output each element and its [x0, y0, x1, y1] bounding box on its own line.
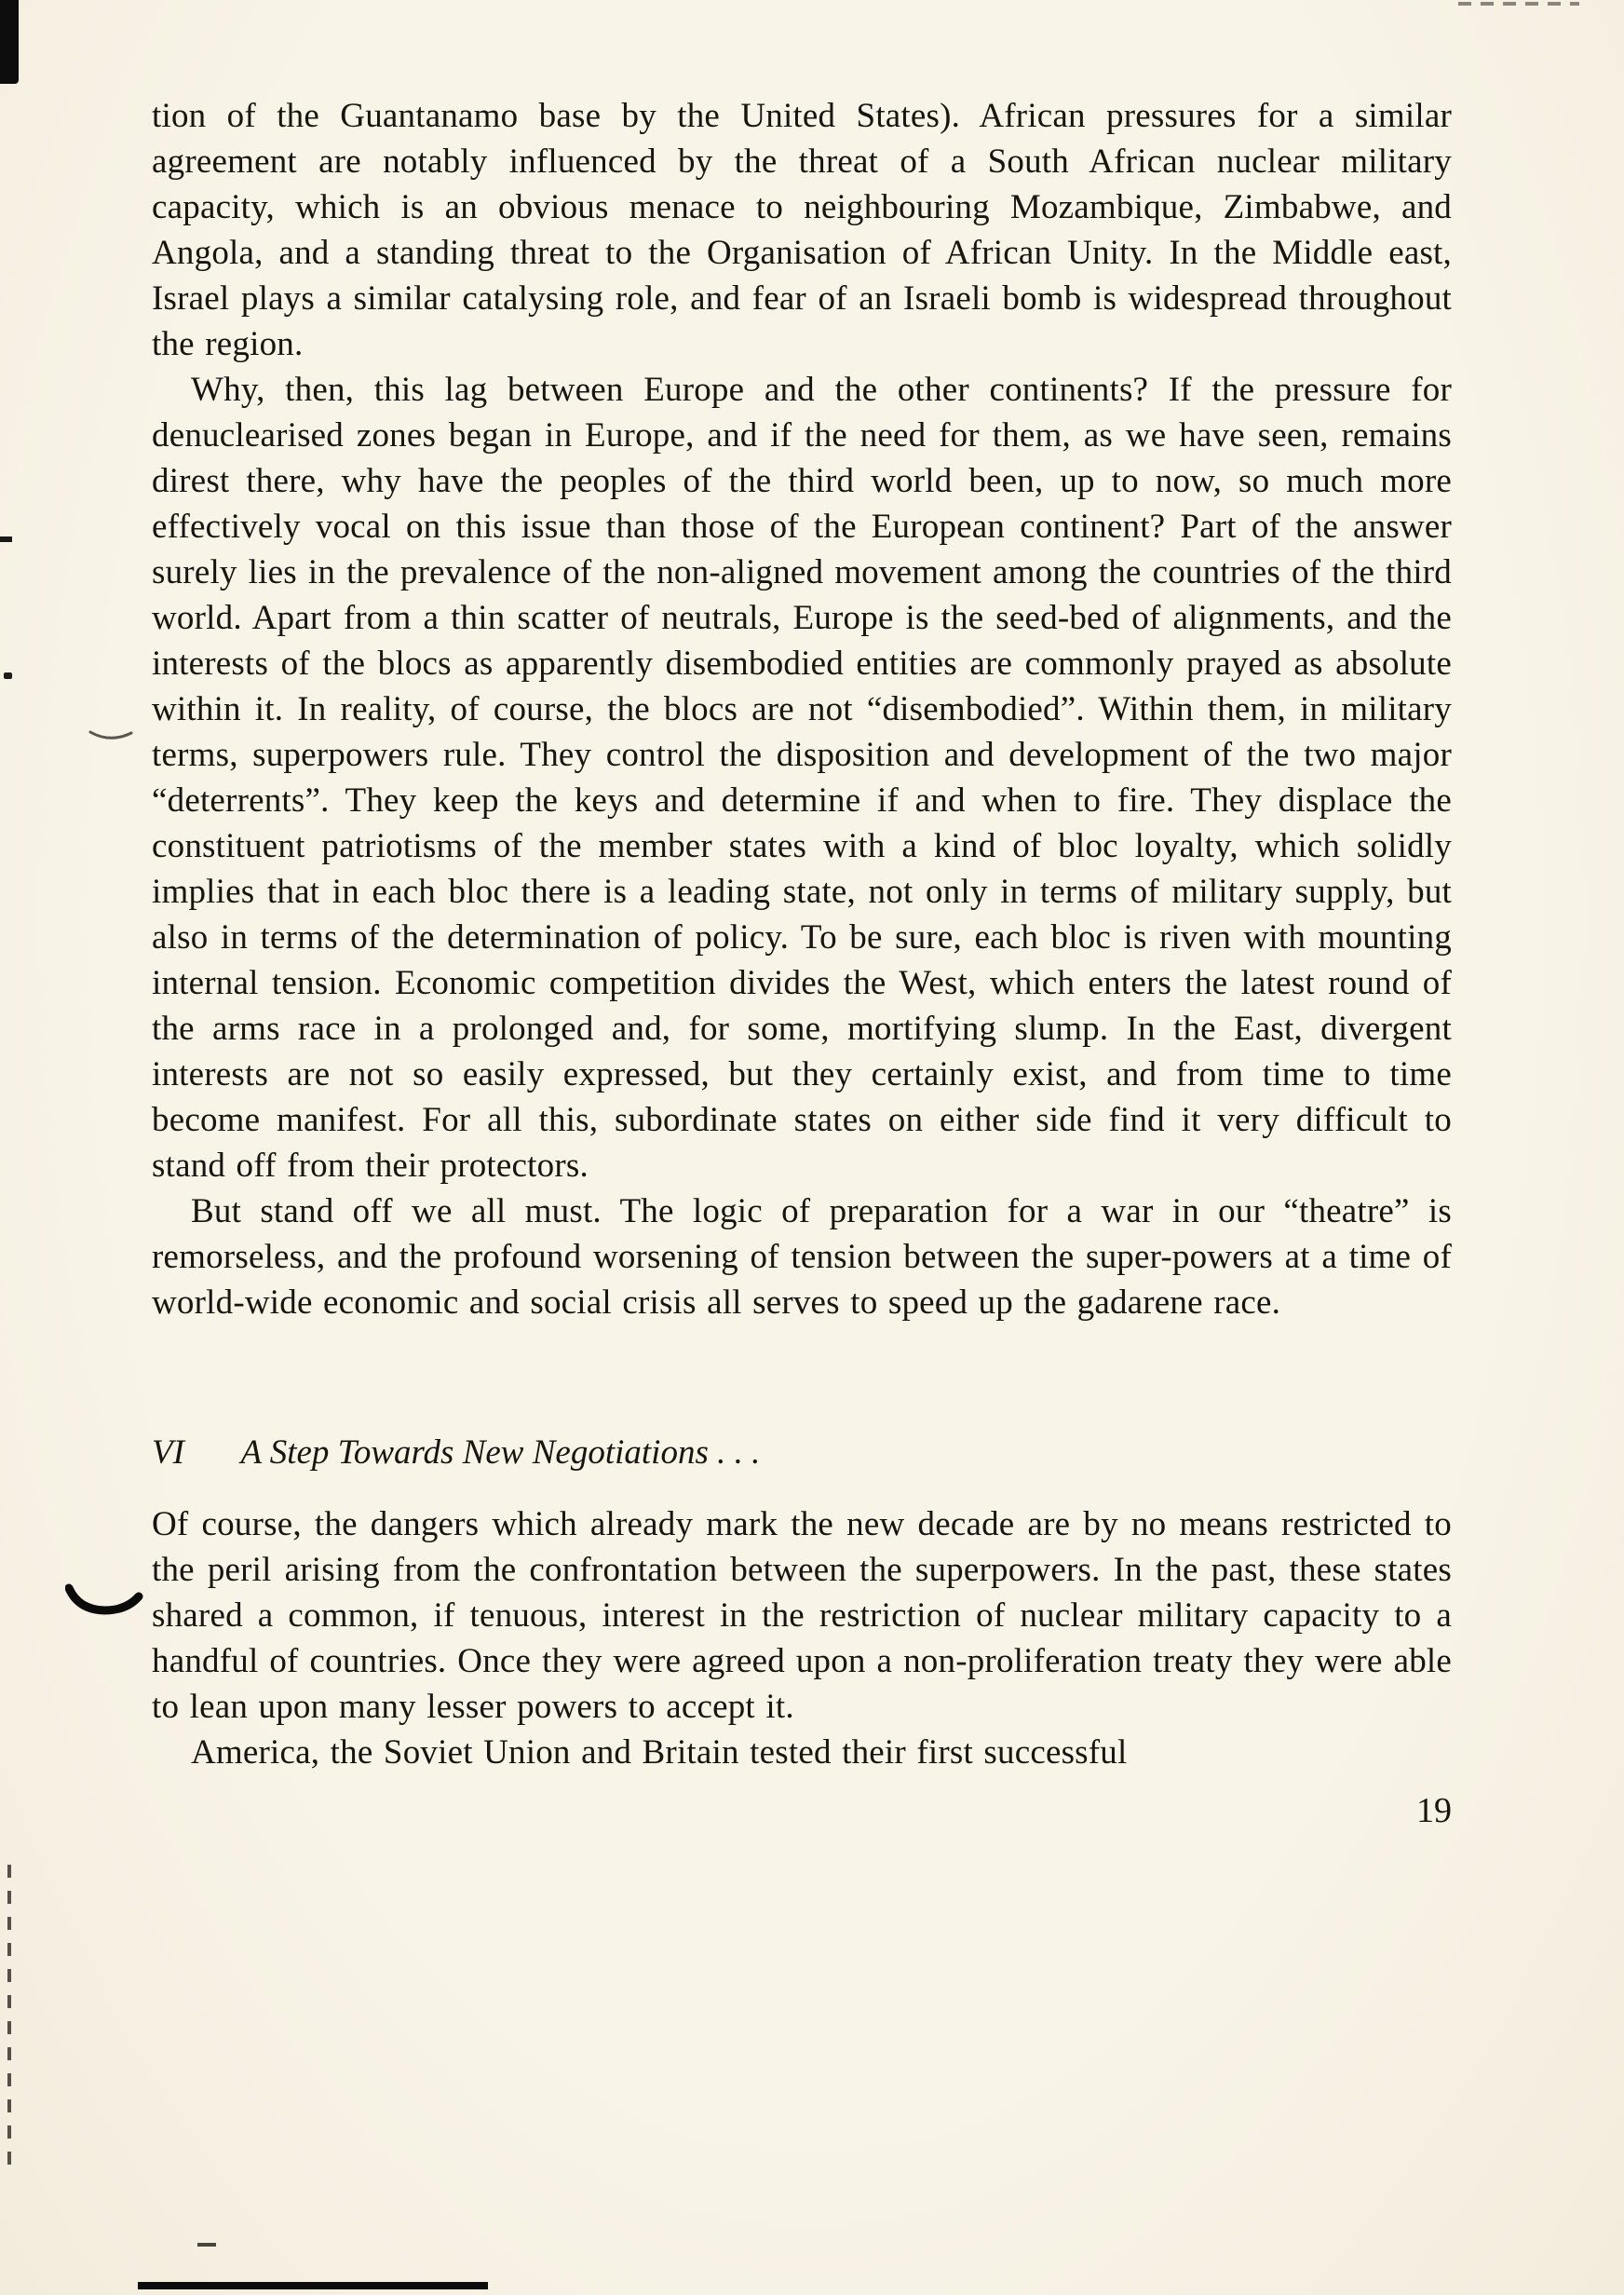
paragraph-2: Why, then, this lag between Europe and the other continents? If the pressure for denuclearised zones began in Europe, and if the need for them, as we have seen, remains direst there, why have the peoples of the third world been, up to now, so much more effectively vocal on this issue than those of the European continent? Part of the answer surely lies in the prevalence of the non-aligned movement among the countries of the third world. Apart from a thin scatter of neutrals, Europe is the seed-bed of alignments, and the interests of the blocs as apparently disembodied entities are commonly prayed as absolute within it. In reality, of course, the blocs are not “disembodied”. Within them, in military terms, superpowers rule. They control the disposition and development of the two major “deterrents”. They keep the keys and determine if and when to fire. They displace the constituent patriotisms of the member states with a kind of bloc loyalty, which solidly implies that in each bloc there is a leading state, not only in terms of military supply, but also in terms of the determination of policy. To be sure, each bloc is riven with mounting internal tension. Economic competition divides the West, which enters the latest round of the arms race in a prolonged and, for some, mortifying slump. In the East, divergent interests are not so easily expressed, but they certainly exist, and from time to time become manifest. For all this, subordinate states on either side find it very difficult to stand off from their protectors.	[152, 371, 1452, 1185]
paragraph-1: tion of the Guantanamo base by the United States). African pressures for a similar agreement are notably influenced by the threat of a South African nuclear military capacity, which is an obvious menace to neighbouring Mozambique, Zimbabwe, and Angola, and a standing threat to the Organisation of African Unity. In the Middle east, Israel plays a similar catalysing role, and fear of an Israeli bomb is widespread throughout the region.	[152, 97, 1452, 363]
scan-artifact-dotted-line	[7, 1865, 11, 2174]
scan-artifact-left-dash	[0, 536, 12, 542]
paragraph-4: Of course, the dangers which already mark the new decade are by no means restricted to the peril arising from the confrontation between the superpowers. In the past, these states shared a common, if tenuous, interest in the restriction of nuclear military capacity to a handful of countries. Once they were agreed upon a non-proliferation treaty they were able to lean upon many lesser powers to accept it.	[152, 1505, 1452, 1726]
paragraph-3: But stand off we all must. The logic of preparation for a war in our “theatre” is remorseless, and the profound worsening of tension between the super-powers at a time of world-wide economic and social crisis all serves to speed up the gadarene race.	[152, 1192, 1452, 1322]
scan-artifact-bottom-bar	[138, 2282, 488, 2289]
pen-mark-small-icon	[88, 728, 134, 750]
scan-artifact-left-dot	[4, 672, 12, 679]
scan-artifact-under-text-dash	[197, 2243, 216, 2247]
text-block	[152, 93, 1452, 1831]
scan-artifact-corner-bar	[0, 0, 19, 84]
pen-mark-big-icon	[65, 1582, 143, 1622]
section-title: A Step Towards New Negotiations . . .	[240, 1433, 761, 1472]
scan-artifact-topright-dashes	[1458, 2, 1579, 6]
paragraph-5: America, the Soviet Union and Britain tested their first successful	[191, 1733, 1128, 1772]
section-numeral: VI	[152, 1433, 184, 1472]
section-heading	[152, 1430, 1452, 1475]
page-number: 19	[1416, 1791, 1452, 1830]
